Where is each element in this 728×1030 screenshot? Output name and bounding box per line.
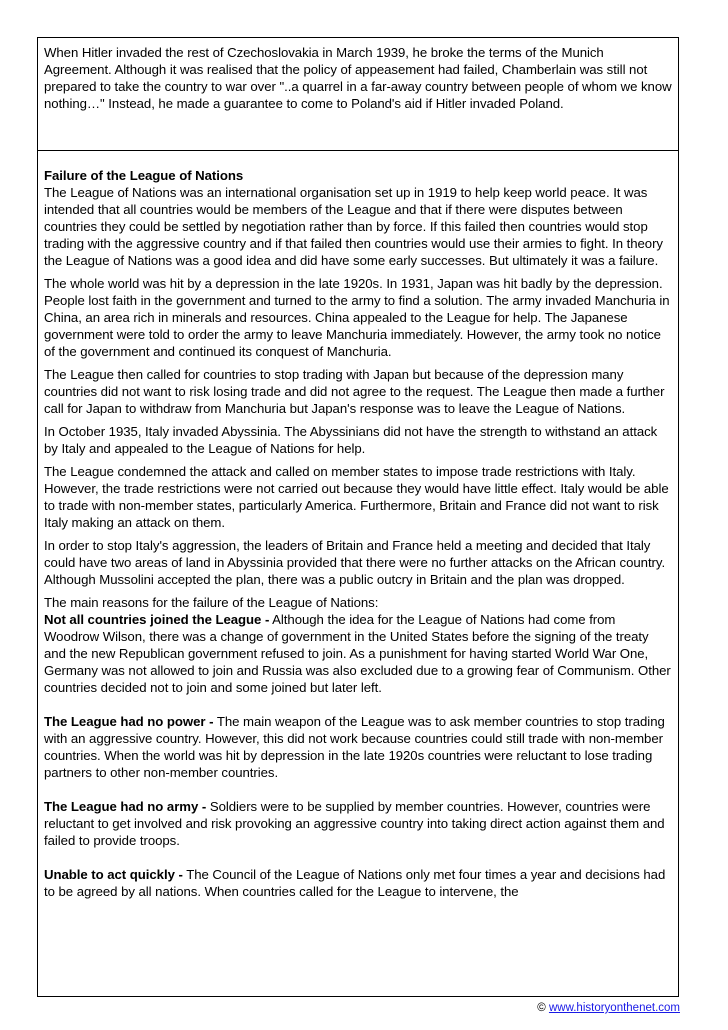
reason-4-text: The Council of the League of Nations only met four times a year and decisions had to be agreed by all nations. When countries called for the League to intervene, the xyxy=(44,867,666,899)
reasons-intro: The main reasons for the failure of the League of Nations: xyxy=(44,595,379,610)
paragraph-5: The League condemned the attack and called on member states to impose trade restrictions with Italy. However, the trade restrictions were not carried out because they would have little effect. Italy would be able to trade with non-member states, particularly America. Furthermore, Britain and France did not want to risk Italy making an attack on them. xyxy=(44,464,669,530)
paragraph-6: In order to stop Italy's aggression, the leaders of Britain and France held a meeting and decided that Italy could have two areas of land in Abyssinia provided that there were no further attacks on the African country. Although Mussolini accepted the plan, there was a public outcry in Britain and the plan was dropped. xyxy=(44,538,666,587)
reason-3-title: The League had no army - xyxy=(44,799,207,814)
intro-box xyxy=(38,38,678,151)
paragraph-2: The whole world was hit by a depression in the late 1920s. In 1931, Japan was hit badly by the depression. People lost faith in the government and turned to the army to find a solution. The army invaded Manchuria in China, an area rich in minerals and resources. China appealed to the League for help. The Japanese government were told to order the army to leave Manchuria immediately. However, the army took no notice of the government and continued its conquest of Manchuria. xyxy=(44,276,670,359)
reason-1-text: Although the idea for the League of Nations had come from Woodrow Wilson, there was a change of government in the United States before the signing of the treaty and the new Republican government refused to join. As a punishment for having started World War One, Germany was not allowed to join and Russia was also excluded due to a growing fear of Communism. Other countries decided not to join and some joined but later left. xyxy=(44,612,671,695)
reason-2-text: The main weapon of the League was to ask member countries to stop trading with an aggressive country. However, this did not work because countries could still trade with non-member countries. When the world was hit by depression in the late 1920s countries were reluctant to lose trading partners to other non-member countries. xyxy=(44,714,665,780)
paragraph-1: The League of Nations was an international organisation set up in 1919 to help keep world peace. It was intended that all countries would be members of the League and that if there were disputes between countries they could be settled by negotiation rather than by force. If this failed then countries would stop trading with the aggressive country and if that failed then countries would use their armies to fight. In theory the League of Nations was a good idea and did have some early successes. But ultimately it was a failure. xyxy=(44,185,663,268)
website-link[interactable]: www.historyonthenet.com xyxy=(548,1002,680,1014)
worksheet-frame xyxy=(37,37,679,997)
reason-2-title: The League had no power - xyxy=(44,714,214,729)
reason-4 xyxy=(44,866,672,900)
reason-1 xyxy=(44,611,672,696)
intro-paragraph: When Hitler invaded the rest of Czechoslovakia in March 1939, he broke the terms of the Munich Agreement. Although it was realised that the policy of appeasement had failed, Chamberlain was still not prepared to take the country to war over "..a quarrel in a far-away country between people of whom we know nothing…" Instead, he made a guarantee to come to Poland's aid if Hitler invaded Poland. xyxy=(44,45,672,111)
reason-4-title: Unable to act quickly - xyxy=(44,867,183,882)
section-heading: Failure of the League of Nations xyxy=(44,168,244,183)
main-box xyxy=(38,151,678,900)
reason-1-title: Not all countries joined the League - xyxy=(44,612,270,627)
paragraph-4: In October 1935, Italy invaded Abyssinia. The Abyssinians did not have the strength to withstand an attack by Italy and appealed to the League of Nations for help. xyxy=(44,424,658,456)
reason-3-text: Soldiers were to be supplied by member countries. However, countries were reluctant to get involved and risk provoking an aggressive country into taking direct action against them and failed to provide troops. xyxy=(44,799,665,848)
paragraph-3: The League then called for countries to stop trading with Japan but because of the depression many countries did not want to risk losing trade and did not agree to the request. The League then made a further call for Japan to withdraw from Manchuria but Japan's response was to leave the League of Nations. xyxy=(44,367,665,416)
reason-2 xyxy=(44,713,672,781)
footer xyxy=(537,1001,680,1015)
reason-3 xyxy=(44,798,672,849)
copyright-symbol: © xyxy=(537,1002,546,1014)
